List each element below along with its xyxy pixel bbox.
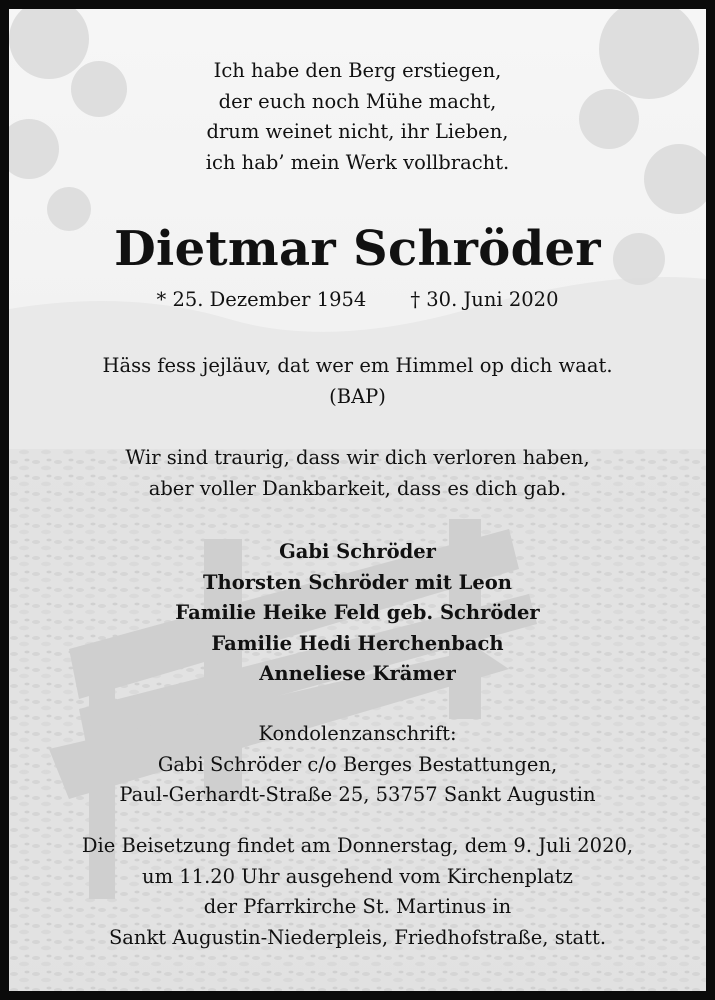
obituary-content (9, 9, 706, 991)
address-heading: Kondolenzanschrift: (258, 722, 457, 745)
grief-line: aber voller Dankbarkeit, dass es dich gab. (148, 476, 567, 500)
mourner-name: Anneliese Krämer (259, 662, 456, 685)
condolence-address (9, 719, 706, 811)
mourner-name: Thorsten Schröder mit Leon (203, 570, 512, 594)
poem-line: der euch noch Mühe macht, (218, 89, 497, 113)
quote-source: (BAP) (329, 384, 386, 408)
deceased-name: Dietmar Schröder (114, 221, 601, 277)
funeral-line: Die Beisetzung findet am Donnerstag, dem 9. Juli 2020, (81, 834, 634, 857)
mourner-name: Familie Hedi Herchenbach (211, 631, 504, 655)
mourners-list (9, 537, 706, 690)
funeral-notice (9, 831, 706, 953)
funeral-line: der Pfarrkirche St. Martinus in (203, 895, 512, 918)
life-dates (9, 285, 706, 315)
mourner-name: Familie Heike Feld geb. Schröder (175, 601, 540, 624)
poem-line: ich hab’ mein Werk vollbracht. (205, 150, 510, 174)
grief-line: Wir sind traurig, dass wir dich verloren haben, (125, 446, 590, 469)
quote-text: Häss fess jejläuv, dat wer em Himmel op dich waat. (102, 354, 613, 377)
funeral-line: Sankt Augustin-Niederpleis, Friedhofstraße, statt. (108, 925, 607, 949)
death-date: † 30. Juni 2020 (410, 288, 559, 311)
address-line: Paul-Gerhardt-Straße 25, 53757 Sankt Augustin (119, 783, 596, 806)
quote (9, 351, 706, 412)
poem-line: drum weinet nicht, ihr Lieben, (206, 120, 509, 143)
mourner-name: Gabi Schröder (279, 540, 436, 563)
grief-statement (9, 443, 706, 504)
funeral-line: um 11.20 Uhr ausgehend vom Kirchenplatz (142, 864, 573, 888)
birth-date: * 25. Dezember 1954 (156, 288, 367, 311)
poem (9, 56, 706, 178)
address-line: Gabi Schröder c/o Berges Bestattungen, (157, 752, 558, 776)
poem-line: Ich habe den Berg erstiegen, (213, 59, 502, 82)
